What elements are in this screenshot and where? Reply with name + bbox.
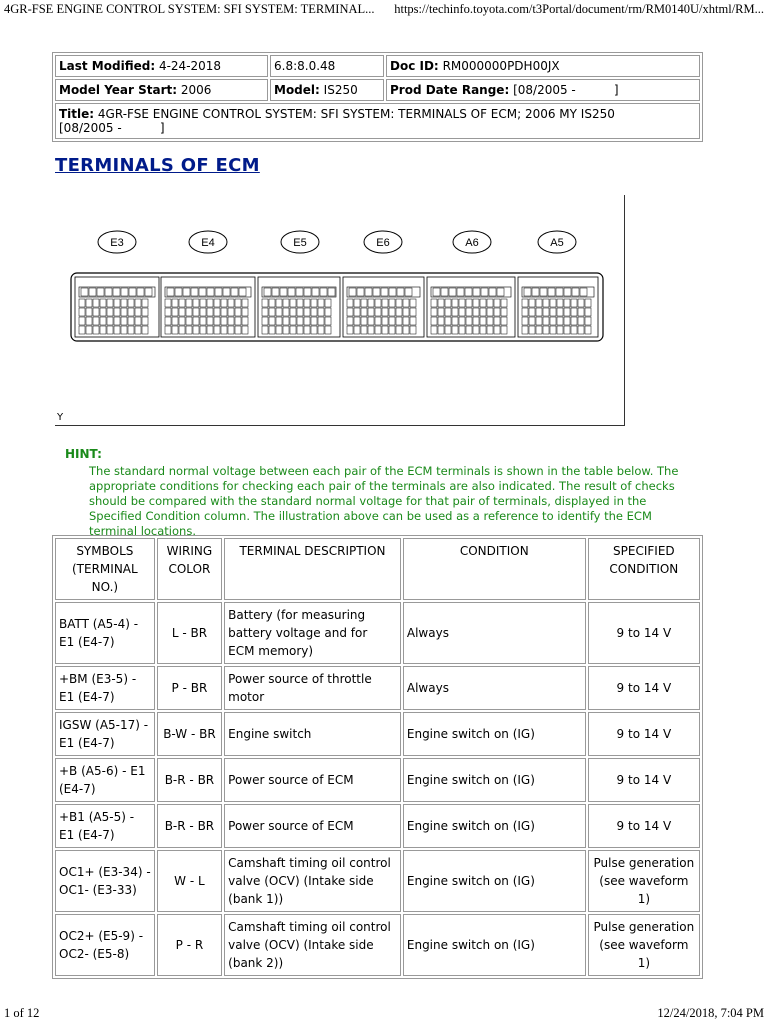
hint-text: The standard normal voltage between each pair of the ECM terminals is shown in the table below. The appropriate conditions for checking each pair of the terminals are also indicated. The result of checks should be compared with the standard normal voltage for that pair of terminals, displayed in the Specified Condition column. The illustration above can be used as a reference to identify the ECM terminal locations. bbox=[89, 464, 679, 538]
table-row bbox=[55, 602, 700, 664]
column-header: TERMINAL DESCRIPTION bbox=[224, 538, 401, 600]
symbol-cell: OC2+ (E5-9) - OC2- (E5-8) bbox=[55, 914, 155, 976]
specified-condition-cell: 9 to 14 V bbox=[588, 804, 700, 848]
svg-text:E5: E5 bbox=[293, 237, 307, 249]
print-datetime: 12/24/2018, 7:04 PM bbox=[657, 1006, 764, 1020]
terminal-spec-table bbox=[52, 535, 703, 979]
connector-label-e5 bbox=[281, 231, 319, 253]
wiring-color-cell: W - L bbox=[157, 850, 222, 912]
condition-cell: Engine switch on (IG) bbox=[403, 804, 586, 848]
model-year-cell: Model Year Start: 2006 bbox=[55, 79, 268, 101]
symbol-cell: +B1 (A5-5) - E1 (E4-7) bbox=[55, 804, 155, 848]
document-meta-table bbox=[52, 52, 703, 142]
table-header-row bbox=[55, 538, 700, 600]
description-cell: Power source of ECM bbox=[224, 758, 401, 802]
print-header bbox=[0, 0, 768, 20]
column-header: SPECIFIED CONDITION bbox=[588, 538, 700, 600]
connector-block-a5 bbox=[518, 277, 598, 337]
connector-block-a6 bbox=[427, 277, 515, 337]
specified-condition-cell: 9 to 14 V bbox=[588, 602, 700, 664]
connector-label-e6 bbox=[364, 231, 402, 253]
condition-cell: Engine switch on (IG) bbox=[403, 758, 586, 802]
svg-text:A6: A6 bbox=[465, 237, 479, 249]
table-row bbox=[55, 804, 700, 848]
table-row bbox=[55, 914, 700, 976]
last-modified-value: 4-24-2018 bbox=[158, 59, 222, 73]
ecm-connector-diagram bbox=[55, 195, 624, 425]
condition-cell: Engine switch on (IG) bbox=[403, 712, 586, 756]
print-footer bbox=[0, 1004, 768, 1024]
wiring-color-cell: P - BR bbox=[157, 666, 222, 710]
title-cell: Title: 4GR-FSE ENGINE CONTROL SYSTEM: SFI SYSTEM: TERMINALS OF ECM; 2006 MY IS250 [08/2005 - ] bbox=[55, 103, 700, 139]
connector-label-e4 bbox=[189, 231, 227, 253]
symbol-cell: BATT (A5-4) - E1 (E4-7) bbox=[55, 602, 155, 664]
column-header: SYMBOLS (TERMINAL NO.) bbox=[55, 538, 155, 600]
svg-text:E3: E3 bbox=[110, 237, 124, 249]
description-cell: Power source of throttle motor bbox=[224, 666, 401, 710]
symbol-cell: +B (A5-6) - E1 (E4-7) bbox=[55, 758, 155, 802]
wiring-color-cell: B-W - BR bbox=[157, 712, 222, 756]
wiring-color-cell: P - R bbox=[157, 914, 222, 976]
model-value: IS250 bbox=[323, 83, 358, 97]
ecm-connector-figure bbox=[55, 195, 625, 426]
table-row bbox=[55, 666, 700, 710]
page-number: 1 of 12 bbox=[4, 1006, 40, 1020]
condition-cell: Engine switch on (IG) bbox=[403, 914, 586, 976]
condition-cell: Engine switch on (IG) bbox=[403, 850, 586, 912]
section-title: TERMINALS OF ECM bbox=[55, 155, 260, 176]
description-cell: Camshaft timing oil control valve (OCV) (Intake side (bank 2)) bbox=[224, 914, 401, 976]
specified-condition-cell: 9 to 14 V bbox=[588, 666, 700, 710]
connector-label-e3 bbox=[98, 231, 136, 253]
wiring-color-cell: B-R - BR bbox=[157, 804, 222, 848]
connector-label-a6 bbox=[453, 231, 491, 253]
table-row bbox=[55, 712, 700, 756]
specified-condition-cell: 9 to 14 V bbox=[588, 712, 700, 756]
connector-block-e6 bbox=[343, 277, 424, 337]
wiring-color-cell: L - BR bbox=[157, 602, 222, 664]
specified-condition-cell: Pulse generation (see waveform 1) bbox=[588, 850, 700, 912]
connector-block-e5 bbox=[258, 277, 340, 337]
connector-block-e3 bbox=[75, 277, 159, 337]
specified-condition-cell: Pulse generation (see waveform 1) bbox=[588, 914, 700, 976]
prod-date-value: [08/2005 - ] bbox=[513, 83, 619, 97]
svg-text:E6: E6 bbox=[376, 237, 390, 249]
description-cell: Power source of ECM bbox=[224, 804, 401, 848]
doc-id-cell: Doc ID: RM000000PDH00JX bbox=[386, 55, 700, 77]
print-header-url[interactable]: https://techinfo.toyota.com/t3Portal/document/rm/RM0140U/xhtml/RM... bbox=[394, 2, 764, 16]
description-cell: Battery (for measuring battery voltage and for ECM memory) bbox=[224, 602, 401, 664]
wiring-color-cell: B-R - BR bbox=[157, 758, 222, 802]
connector-label-a5 bbox=[538, 231, 576, 253]
print-header-title: 4GR-FSE ENGINE CONTROL SYSTEM: SFI SYSTEM: TERMINAL... bbox=[4, 2, 375, 16]
table-row bbox=[55, 850, 700, 912]
doc-title-value: 4GR-FSE ENGINE CONTROL SYSTEM: SFI SYSTEM: TERMINALS OF ECM; 2006 MY IS250 [08/2005 - ] bbox=[59, 107, 619, 135]
table-row bbox=[55, 758, 700, 802]
symbol-cell: IGSW (A5-17) - E1 (E4-7) bbox=[55, 712, 155, 756]
symbol-cell: OC1+ (E3-34) - OC1- (E3-33) bbox=[55, 850, 155, 912]
condition-cell: Always bbox=[403, 602, 586, 664]
column-header: CONDITION bbox=[403, 538, 586, 600]
description-cell: Camshaft timing oil control valve (OCV) (Intake side (bank 1)) bbox=[224, 850, 401, 912]
description-cell: Engine switch bbox=[224, 712, 401, 756]
last-modified-cell: Last Modified: 4-24-2018 bbox=[55, 55, 268, 77]
doc-id-value: RM000000PDH00JX bbox=[442, 59, 560, 73]
version-cell: 6.8:8.0.48 bbox=[270, 55, 384, 77]
prod-date-cell: Prod Date Range: [08/2005 - ] bbox=[386, 79, 700, 101]
condition-cell: Always bbox=[403, 666, 586, 710]
figure-corner-label: Y bbox=[57, 412, 64, 423]
specified-condition-cell: 9 to 14 V bbox=[588, 758, 700, 802]
model-cell: Model: IS250 bbox=[270, 79, 384, 101]
model-year-value: 2006 bbox=[180, 83, 212, 97]
symbol-cell: +BM (E3-5) - E1 (E4-7) bbox=[55, 666, 155, 710]
column-header: WIRING COLOR bbox=[157, 538, 222, 600]
svg-text:E4: E4 bbox=[201, 237, 215, 249]
connector-block-e4 bbox=[161, 277, 255, 337]
svg-text:A5: A5 bbox=[550, 237, 564, 249]
hint-heading: HINT: bbox=[65, 447, 102, 461]
